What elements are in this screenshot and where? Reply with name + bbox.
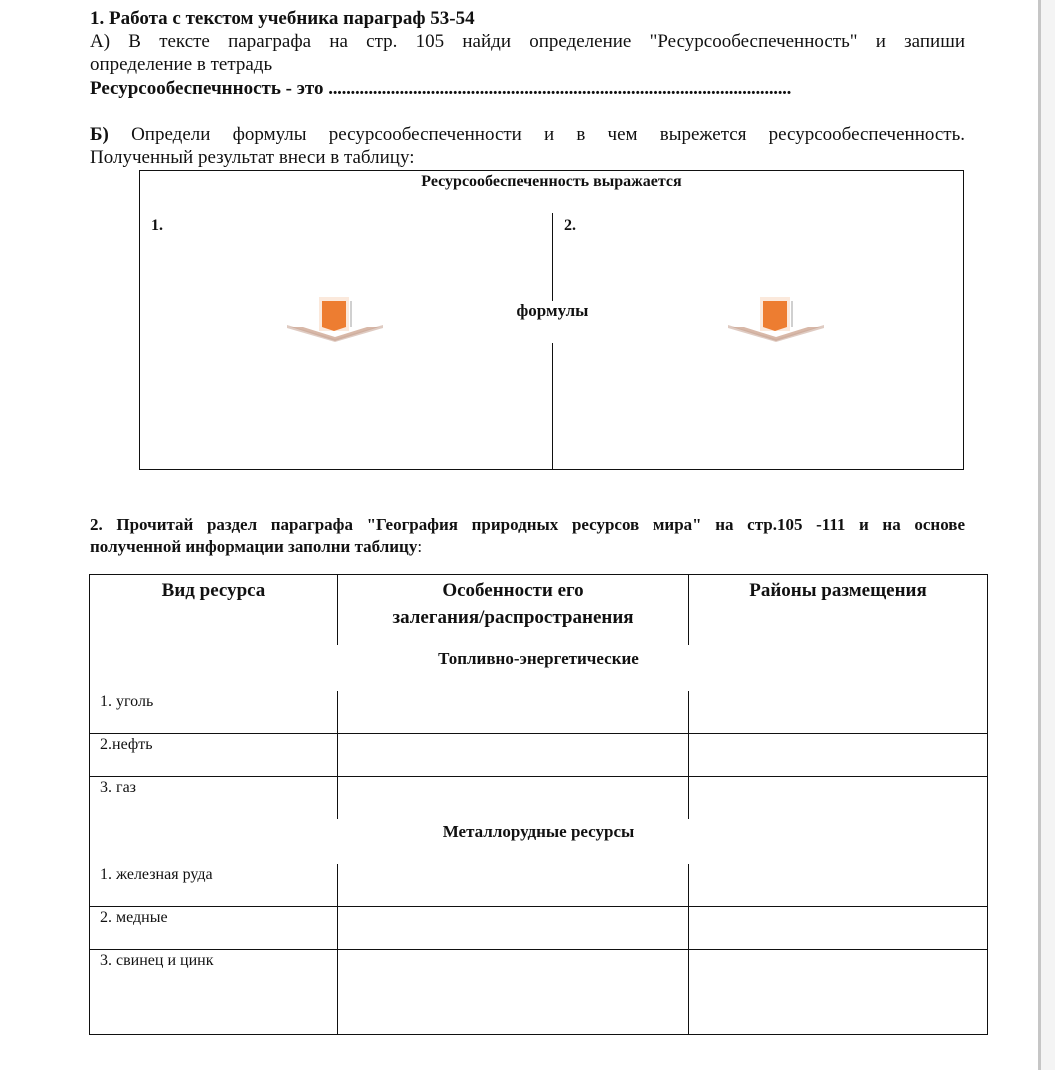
task2-heading-text: полученной информации заполни таблицу bbox=[90, 537, 418, 556]
task1-part-a-line2: определение в тетрадь bbox=[90, 54, 273, 75]
divider bbox=[337, 691, 338, 819]
resource-cell: 3. газ bbox=[100, 779, 136, 796]
down-arrow-icon-left bbox=[287, 297, 383, 345]
row-divider bbox=[90, 776, 987, 777]
regions-input-coal[interactable] bbox=[690, 692, 986, 732]
definition-label: Ресурсообеспечнность - это bbox=[90, 78, 324, 99]
regions-input-gas[interactable] bbox=[690, 778, 986, 818]
divider bbox=[337, 575, 338, 645]
part-b-label: Б) bbox=[90, 124, 109, 145]
section-metal-ore: Металлорудные ресурсы bbox=[442, 822, 635, 841]
header-features-line1: Особенности его bbox=[442, 580, 584, 601]
header-resource-type: Вид ресурса bbox=[161, 580, 266, 601]
header-features bbox=[338, 575, 688, 647]
resource-cell: 1. железная руда bbox=[100, 866, 213, 883]
row-divider bbox=[90, 906, 987, 907]
regions-input-lead-zinc[interactable] bbox=[690, 951, 986, 1033]
features-input-oil[interactable] bbox=[339, 735, 687, 775]
task1-part-b-line1 bbox=[90, 124, 965, 146]
viewer-gutter bbox=[1038, 0, 1055, 1070]
task2-heading-line2 bbox=[90, 536, 422, 558]
task1-heading: 1. Работа с текстом учебника параграф 53-54 bbox=[90, 8, 475, 29]
column1-number: 1. bbox=[151, 217, 163, 234]
column-divider-upper bbox=[552, 213, 553, 301]
formula-table-caption: Ресурсообеспеченность выражается bbox=[421, 173, 682, 190]
section-fuel-energy: Топливно-энергетические bbox=[438, 649, 639, 668]
features-input-lead-zinc[interactable] bbox=[339, 951, 687, 1033]
part-b-text: Определи формулы ресурсообеспеченности и в чем вырежется ресурсообеспеченность. bbox=[108, 124, 965, 145]
column-divider-lower bbox=[552, 343, 553, 469]
regions-input-oil[interactable] bbox=[690, 735, 986, 775]
resource-cell: 2. медные bbox=[100, 909, 168, 926]
divider bbox=[688, 575, 689, 645]
column2-number: 2. bbox=[564, 217, 576, 234]
formulas-label: формулы bbox=[516, 301, 589, 320]
definition-line bbox=[90, 78, 791, 100]
task2-heading-line1: 2. Прочитай раздел параграфа "География природных ресурсов мира" на стр.105 -111 и на основе bbox=[90, 515, 965, 534]
resources-table bbox=[89, 574, 988, 1035]
features-input-coal[interactable] bbox=[339, 692, 687, 732]
features-input-iron-ore[interactable] bbox=[339, 865, 687, 905]
task1-part-b-line2: Полученный результат внеси в таблицу: bbox=[90, 147, 415, 168]
definition-blank[interactable]: ........................................................................................................ bbox=[328, 78, 792, 99]
resource-cell: 3. свинец и цинк bbox=[100, 952, 214, 969]
down-arrow-icon-right bbox=[728, 297, 824, 345]
formula-table bbox=[139, 170, 964, 470]
header-regions: Районы размещения bbox=[749, 580, 927, 601]
task2-heading-colon: : bbox=[417, 537, 423, 556]
resource-cell: 2.нефть bbox=[100, 736, 153, 753]
regions-input-iron-ore[interactable] bbox=[690, 865, 986, 905]
divider bbox=[688, 691, 689, 819]
regions-input-copper[interactable] bbox=[690, 908, 986, 948]
resource-cell: 1. уголь bbox=[100, 693, 154, 710]
header-features-line2: залегания/распространения bbox=[392, 607, 634, 628]
features-input-copper[interactable] bbox=[339, 908, 687, 948]
features-input-gas[interactable] bbox=[339, 778, 687, 818]
row-divider bbox=[90, 733, 987, 734]
row-divider bbox=[90, 949, 987, 950]
task1-part-a-line1: А) В тексте параграфа на стр. 105 найди определение "Ресурсообеспеченность" и запиши bbox=[90, 31, 965, 52]
